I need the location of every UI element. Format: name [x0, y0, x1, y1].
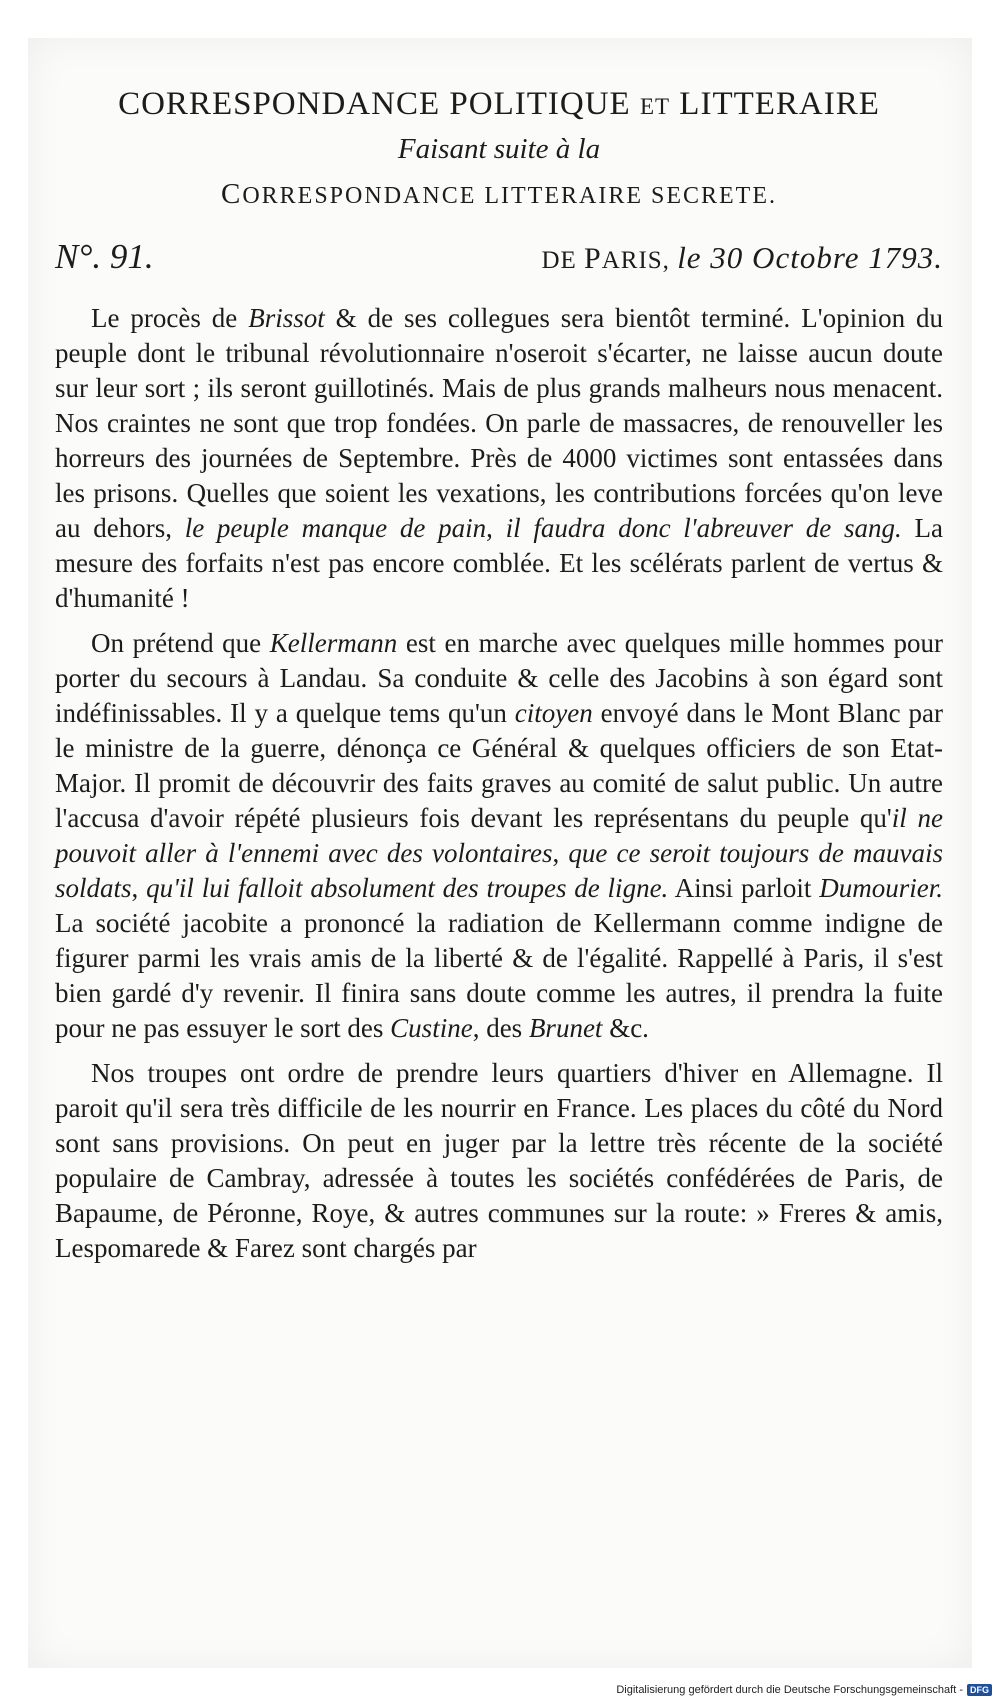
italic-text-run: citoyen [514, 698, 593, 728]
text-run: est en marche avec quelques mille hommes pour porter du secours à Landau. Sa conduite & celle des Jacobins à son égard sont indéfinissables. Il y a quelque tems qu'un [55, 628, 943, 728]
footer-text: Digitalisierung gefördert durch die Deutsche Forschungsgemeinschaft - [616, 1684, 963, 1696]
italic-text-run: que ce seroit toujours de mauvais soldats [55, 838, 944, 903]
text-run: La société jacobite a prononcé la radiation de Kellermann comme indigne de figurer parmi les vrais amis de la liberté & de l'égalité. Rappellé à Paris, il s'est bien gardé d'y revenir. Il finira sans doute comme les autres, il prendra la fuite pour ne pas essuyer le sort des [55, 908, 943, 1043]
text-run: , des [472, 1013, 529, 1043]
italic-text-run: Dumourier. [819, 873, 944, 903]
text-run: & de ses collegues sera bientôt terminé. L'opinion du peuple dont le tribunal révolutionnaire n'oseroit s'écarter, ne laisse aucun doute sur leur sort ; ils seront guillotinés. Mais de plus grands malheurs nous menacent. Nos craintes ne sont que trop fondées. On parle de massacres, de renouveller les horreurs des journées de Septembre. Près de 4000 victimes sont entassées dans les prisons. Quelles que soient les vexations, les contributions forcées qu'on leve au dehors, [55, 303, 943, 543]
subtitle-secondary [55, 178, 943, 211]
dfg-logo: DFG [967, 1684, 992, 1696]
text-run: On prétend que [91, 628, 270, 658]
italic-text-run: le peuple manque de pain [184, 513, 487, 543]
text-run: Nos troupes ont ordre de prendre leurs quartiers d'hiver en Allemagne. Il paroit qu'il sera très difficile de les nourrir en France. Les places du côté du Nord sont sans provisions. On peut en juger par la lettre très récente de la société populaire de Cambray, adressée à toutes les sociétés confédérées de Paris, de Bapaume, de Péronne, Roye, & autres communes sur la route: » Freres & amis, Lespomarede & Farez sont chargés par [55, 1058, 943, 1263]
text-run: Le procès de [91, 303, 249, 333]
dateline [55, 237, 943, 277]
text-run: La mesure des forfaits n'est pas encore comblée. Et les scélérats parlent de vertus & d'humanité ! [55, 513, 943, 613]
dateline-de: DE [541, 247, 577, 274]
footer-credit [616, 1684, 992, 1696]
issue-number: N°. 91. [55, 237, 154, 276]
dateline-p: P [584, 242, 602, 275]
paragraph [55, 626, 943, 1046]
italic-text-run: Brissot [248, 303, 325, 333]
subtitle2-rest: ORRESPONDANCE LITTERAIRE SECRETE. [242, 183, 777, 209]
paragraph [55, 1056, 943, 1266]
text-run: , [486, 513, 506, 543]
italic-text-run: il ne pouvoit aller à l'ennemi avec des volontaires [55, 803, 943, 868]
publication-title [55, 86, 943, 123]
subtitle2-initial: C [220, 178, 243, 210]
title-et: ET [639, 94, 671, 119]
italic-text-run: Custine [390, 1013, 473, 1043]
article-body [55, 301, 943, 1266]
page-content [55, 58, 943, 1266]
text-run: , [552, 838, 569, 868]
paragraph [55, 301, 943, 616]
text-run: &c. [602, 1013, 649, 1043]
document-page [28, 38, 972, 1668]
text-run: , [131, 873, 147, 903]
italic-text-run: Kellermann [269, 628, 398, 658]
italic-text-run: il faudra donc l'abreuver de sang. [505, 513, 902, 543]
dateline-aris: ARIS, [601, 247, 670, 274]
text-run: Ainsi parloit [668, 873, 820, 903]
italic-text-run: Brunet [528, 1013, 603, 1043]
subtitle: Faisant suite à la [397, 133, 601, 165]
text-run: envoyé dans le Mont Blanc par le ministre de la guerre, dénonça ce Général & quelques officiers de son Etat-Major. Il promit de découvrir des faits graves au comité de salut public. Un autre l'accusa d'avoir répété plusieurs fois devant les représentans du peuple qu' [55, 698, 944, 833]
title-part-1: CORRESPONDANCE POLITIQUE [118, 86, 631, 122]
title-part-2: LITTERAIRE [679, 86, 880, 122]
issue-date: le 30 Octobre 1793. [677, 240, 943, 275]
italic-text-run: qu'il lui falloit absolument des troupes de ligne. [146, 873, 669, 903]
place-and-date [541, 240, 943, 276]
